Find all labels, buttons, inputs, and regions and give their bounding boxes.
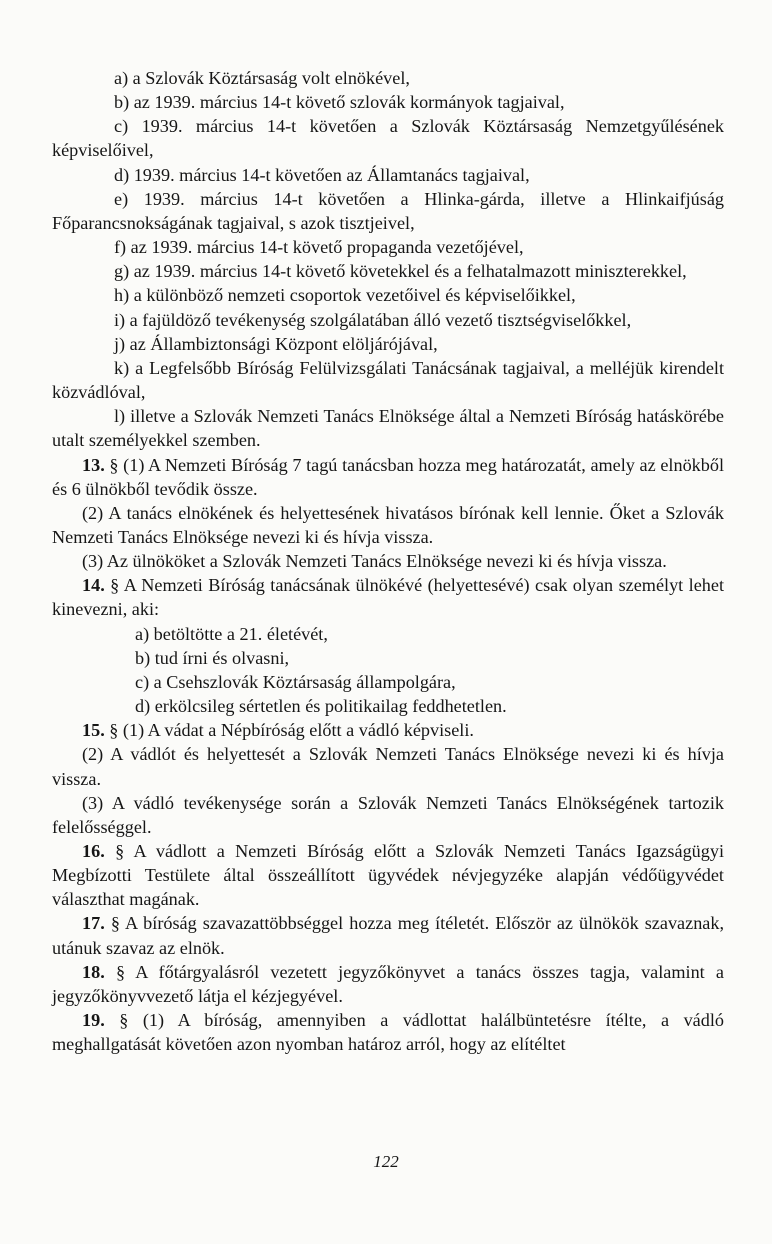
- list-item: g) az 1939. március 14-t követő követekkel és a felhatalmazott miniszterekkel,: [114, 261, 687, 282]
- list-item: b) az 1939. március 14-t követő szlovák kormányok tagjaival,: [114, 92, 565, 113]
- list-item: a) betöltötte a 21. életévét,: [135, 623, 328, 644]
- list-item: e) 1939. március 14-t követően a Hlinka-gárda, illetve a Hlinkaifjúság Főparancsnokságának tagjaival, s azok tisztjeivel,: [52, 188, 724, 233]
- section-text: § A Nemzeti Bíróság tanácsának ülnökévé (helyettesévé) csak olyan személyt lehet kinevezni, aki:: [52, 575, 724, 620]
- paragraph: (3) Az ülnököket a Szlovák Nemzeti Tanács Elnöksége nevezi ki és hívja vissza.: [82, 551, 667, 572]
- list-item: d) 1939. március 14-t követően az Államtanács tagjaival,: [114, 164, 530, 185]
- list-item: b) tud írni és olvasni,: [135, 647, 290, 668]
- list-item: c) 1939. március 14-t követően a Szlovák Köztársaság Nemzetgyűlésének képviselőivel,: [52, 116, 724, 161]
- section-text: § (1) A vádat a Népbíróság előtt a vádló képviseli.: [109, 720, 474, 741]
- section-number: 15.: [82, 720, 105, 741]
- section-19: [52, 1008, 724, 1056]
- page-body: [52, 66, 724, 1056]
- section-18: [52, 960, 724, 1008]
- list-item: i) a fajüldöző tevékenység szolgálatában álló vezető tisztségviselőkkel,: [114, 309, 632, 330]
- list-item: d) erkölcsileg sértetlen és politikailag feddhetetlen.: [135, 696, 507, 717]
- section-text: § A vádlott a Nemzeti Bíróság előtt a Szlovák Nemzeti Tanács Igazságügyi Megbízotti Testülete által összeállított ügyvédek névjegyzéke alapján védőügyvédet választhat magának.: [52, 841, 725, 910]
- section-17: [52, 911, 724, 959]
- section-14: [52, 573, 724, 621]
- section-text: § (1) A bíróság, amennyiben a vádlottat halálbüntetésre ítélte, a vádló meghallgatását követően azon nyomban határoz arról, hogy az elítéltet: [52, 1010, 724, 1055]
- section-number: 18.: [82, 961, 105, 982]
- section-number: 14.: [82, 575, 105, 596]
- list-item: k) a Legfelsőbb Bíróság Felülvizsgálati Tanácsának tagjaival, a melléjük kirendelt közvádlóval,: [52, 357, 724, 403]
- section-13: [52, 453, 724, 501]
- paragraph: (3) A vádló tevékenysége során a Szlovák Nemzeti Tanács Elnökségének tartozik felelősséggel.: [52, 792, 724, 837]
- section-16: [52, 839, 724, 911]
- list-item: c) a Csehszlovák Köztársaság állampolgára,: [135, 671, 456, 692]
- section-number: 17.: [82, 913, 105, 934]
- paragraph: (2) A tanács elnökének és helyettesének hivatásos bírónak kell lennie. Őket a Szlovák Nemzeti Tanács Elnöksége nevezi ki és hívja vissza.: [52, 502, 724, 547]
- list-item: a) a Szlovák Köztársaság volt elnökével,: [114, 68, 410, 88]
- list-item: f) az 1939. március 14-t követő propaganda vezetőjével,: [114, 237, 524, 258]
- section-number: 16.: [82, 841, 105, 861]
- section-15: [52, 718, 724, 742]
- list-item: h) a különböző nemzeti csoportok vezetőivel és képviselőikkel,: [114, 285, 576, 306]
- list-item: j) az Állambiztonsági Központ elöljárójával,: [114, 333, 438, 354]
- section-text: § A bíróság szavazattöbbséggel hozza meg ítéletét. Először az ülnökök szavaznak, utánuk szavaz az elnök.: [52, 913, 725, 958]
- page-number: 122: [373, 1152, 399, 1171]
- paragraph: (2) A vádlót és helyettesét a Szlovák Nemzeti Tanács Elnöksége nevezi ki és hívja vissza.: [52, 744, 724, 789]
- section-number: 19.: [82, 1010, 105, 1031]
- section-number: 13.: [82, 454, 105, 475]
- section-text: § (1) A Nemzeti Bíróság 7 tagú tanácsban hozza meg határozatát, amely az elnökből és 6 ülnökből tevődik össze.: [52, 454, 725, 499]
- section-text: § A főtárgyalásról vezetett jegyzőkönyvet a tanács összes tagja, valamint a jegyzőkönyvvezető látja el kézjegyével.: [52, 961, 724, 1006]
- list-item: l) illetve a Szlovák Nemzeti Tanács Elnöksége által a Nemzeti Bíróság hatáskörébe utalt személyekkel szemben.: [52, 406, 724, 451]
